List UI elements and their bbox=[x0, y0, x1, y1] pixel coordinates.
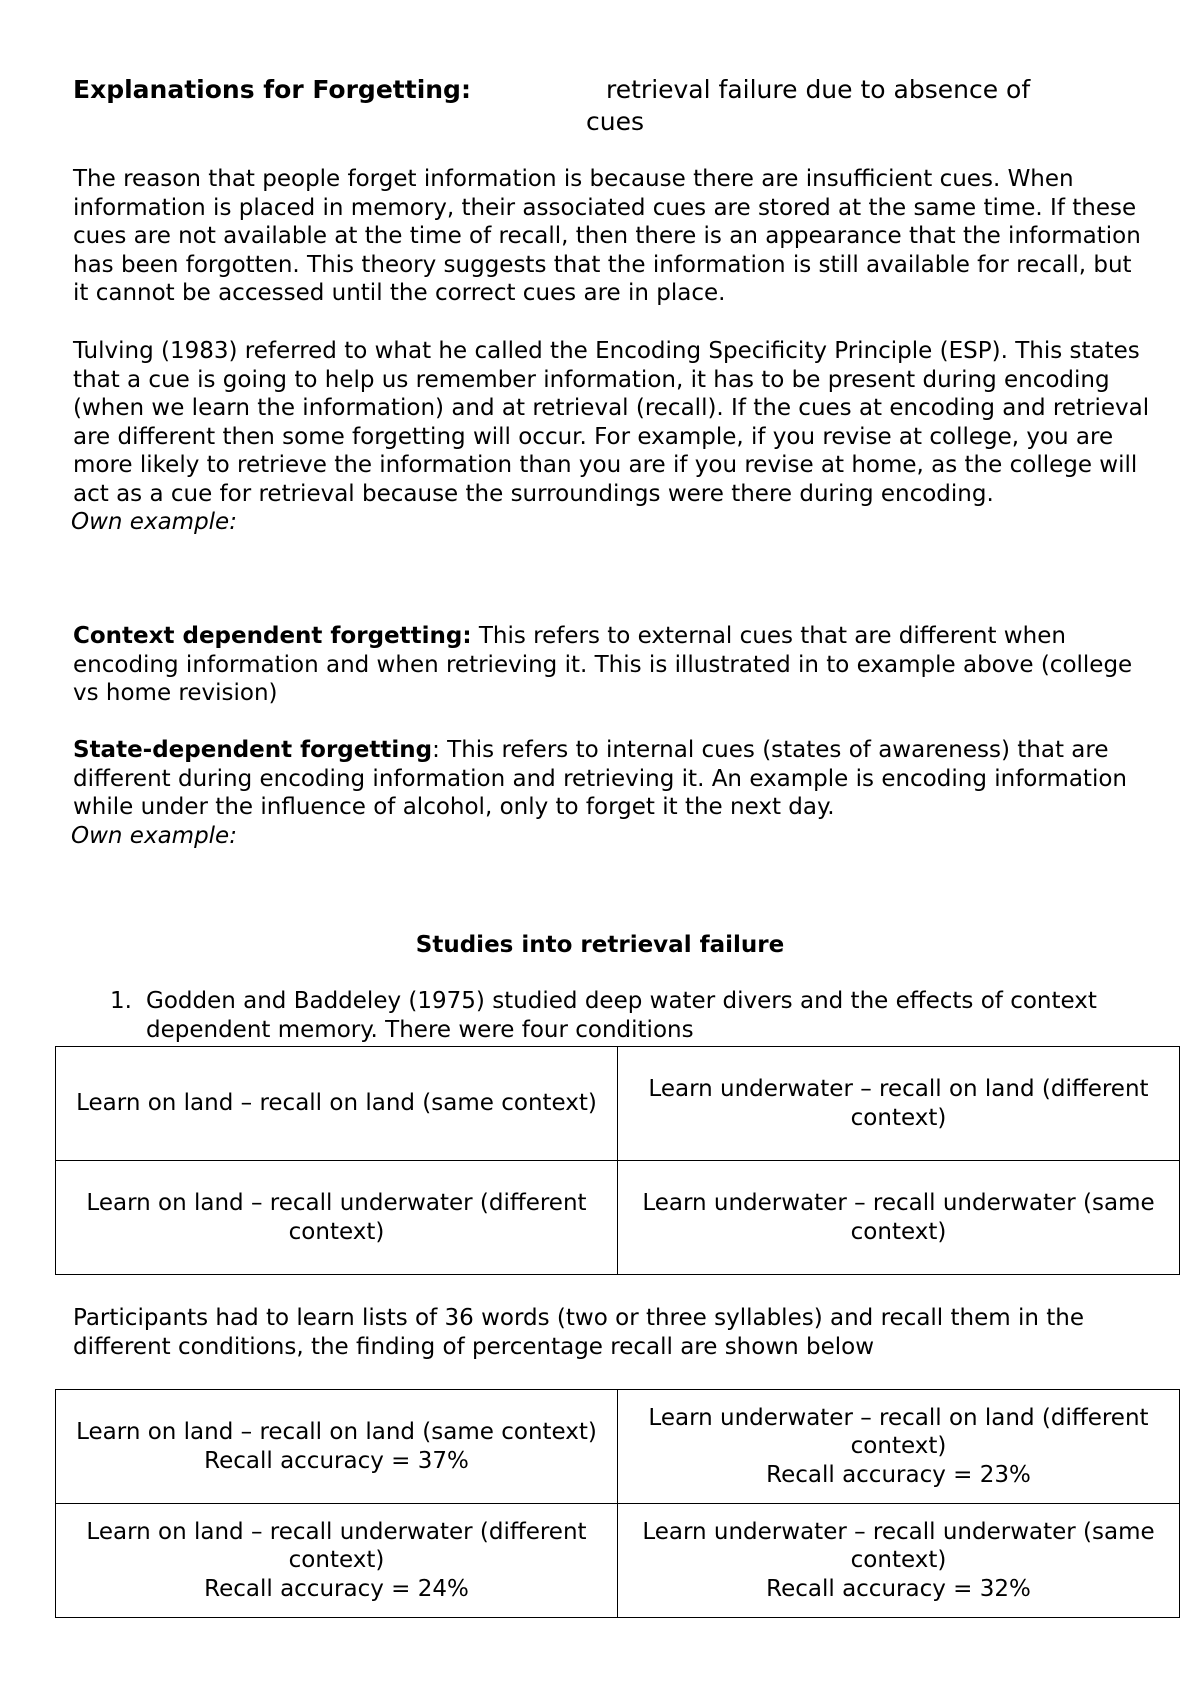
table-row bbox=[56, 1504, 1180, 1618]
title-subtitle-line1: retrieval failure due to absence of bbox=[606, 75, 1031, 104]
table-row bbox=[56, 1161, 1180, 1275]
own-example-label-1: Own example: bbox=[71, 509, 237, 535]
tulving-block bbox=[73, 337, 1153, 537]
result-cell bbox=[56, 1390, 618, 1504]
own-example-label-2: Own example: bbox=[71, 822, 237, 849]
result-condition: Learn underwater – recall underwater (same context) bbox=[642, 1518, 1155, 1574]
table-row bbox=[56, 1047, 1180, 1161]
result-accuracy: Recall accuracy = 37% bbox=[204, 1447, 469, 1474]
result-accuracy: Recall accuracy = 24% bbox=[204, 1575, 469, 1602]
studies-heading: Studies into retrieval failure bbox=[415, 932, 785, 958]
list-number: 1. bbox=[110, 988, 132, 1014]
context-dependent-definition: This refers to external cues that are different when encoding information and when retrieving it. This is illustrated in to example above (college vs home revision) bbox=[73, 623, 1133, 706]
result-cell bbox=[618, 1390, 1180, 1504]
state-dependent-term: State-dependent forgetting bbox=[73, 737, 433, 763]
result-cell bbox=[56, 1504, 618, 1618]
result-cell bbox=[618, 1504, 1180, 1618]
intro-paragraph: The reason that people forget information is because there are insufficient cues. When information is placed in memory, their associated cues are stored at the same time. If these cues are not available at the time of recall, then there is an appearance that the information has been forgotten. This theory suggests that the information is still available for recall, but it cannot be accessed until the correct cues are in place. bbox=[73, 166, 1141, 306]
title-subtitle-line2: cues bbox=[586, 107, 644, 136]
list-item-text: Godden and Baddeley (1975) studied deep water divers and the effects of context dependent memory. There were four conditions bbox=[146, 988, 1097, 1043]
condition-cell: Learn on land – recall underwater (different context) bbox=[56, 1161, 618, 1275]
condition-cell: Learn on land – recall on land (same context) bbox=[56, 1047, 618, 1161]
context-dependent-term: Context dependent forgetting: bbox=[73, 623, 472, 649]
results-table bbox=[55, 1389, 1180, 1618]
title-main: Explanations for Forgetting: bbox=[73, 75, 471, 104]
tulving-paragraph: Tulving (1983) referred to what he called the Encoding Specificity Principle (ESP). This states that a cue is going to help us remember information, it has to be present during encoding (when we learn the information) and at retrieval (recall). If the cues at encoding and retrieval are different then some forgetting will occur. For example, if you revise at college, you are more likely to retrieve the information than you are if you revise at home, as the college will act as a cue for retrieval because the surroundings were there during encoding. bbox=[73, 338, 1150, 507]
document-title bbox=[73, 74, 1133, 136]
state-dependent-block bbox=[73, 736, 1153, 850]
context-dependent-paragraph bbox=[73, 622, 1153, 708]
title-subtitle bbox=[586, 74, 1106, 138]
result-condition: Learn on land – recall on land (same context) bbox=[76, 1419, 597, 1445]
state-dependent-definition: : This refers to internal cues (states of awareness) that are different during encoding information and retrieving it. An example is encoding information while under the influence of alcohol, only to forget it the next day. bbox=[73, 737, 1127, 820]
result-accuracy: Recall accuracy = 23% bbox=[766, 1461, 1031, 1488]
condition-cell: Learn underwater – recall on land (different context) bbox=[618, 1047, 1180, 1161]
participants-paragraph: Participants had to learn lists of 36 words (two or three syllables) and recall them in the different conditions, the finding of percentage recall are shown below bbox=[73, 1305, 1084, 1360]
conditions-table bbox=[55, 1046, 1180, 1275]
result-condition: Learn on land – recall underwater (different context) bbox=[86, 1518, 587, 1574]
condition-cell: Learn underwater – recall underwater (same context) bbox=[618, 1161, 1180, 1275]
result-condition: Learn underwater – recall on land (different context) bbox=[648, 1404, 1149, 1460]
table-row bbox=[56, 1390, 1180, 1504]
result-accuracy: Recall accuracy = 32% bbox=[766, 1575, 1031, 1602]
